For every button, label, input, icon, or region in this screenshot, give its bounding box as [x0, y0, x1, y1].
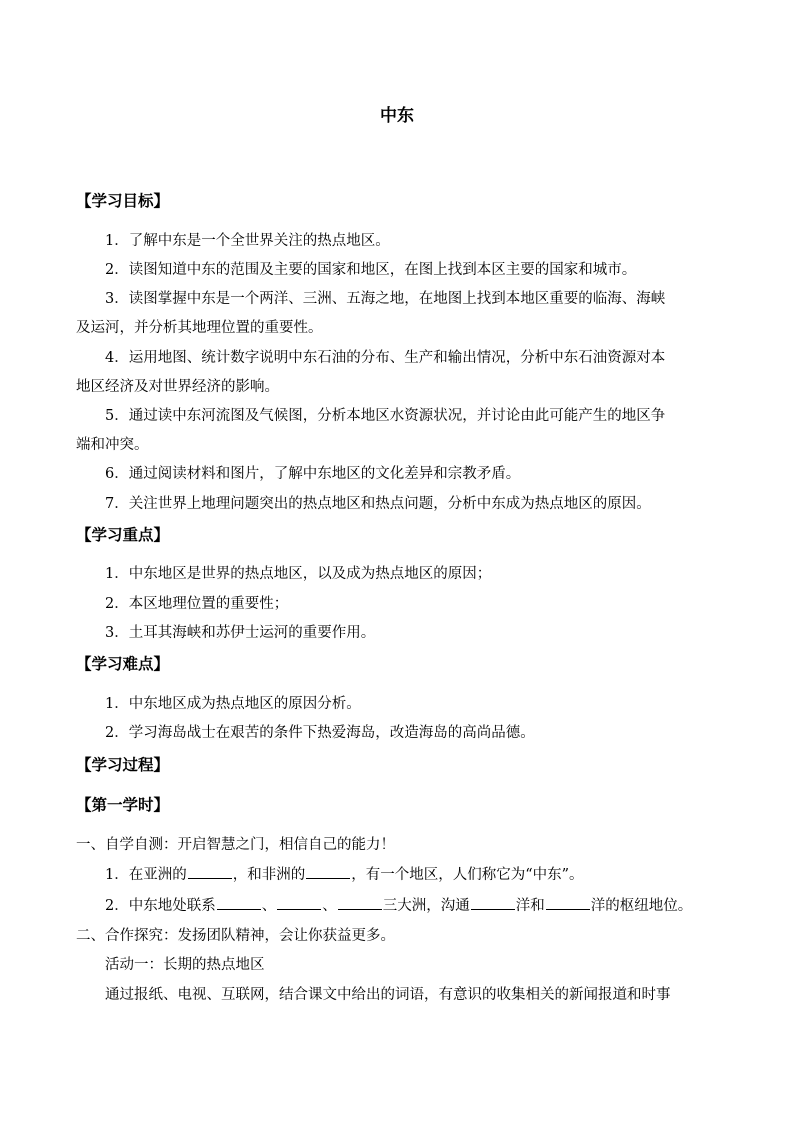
answer-blank[interactable] — [277, 895, 321, 910]
question-text: ，有一个地区，人们称它为“中东”。 — [351, 867, 584, 883]
objective-item-continued: 端和冲突。 — [76, 437, 149, 453]
objective-item: 2．读图知道中东的范围及主要的国家和地区，在图上找到本区主要的国家和城市。 — [105, 262, 637, 278]
question-text: 洋的枢纽地位。 — [590, 898, 693, 914]
section-heading-objectives: 【学习目标】 — [76, 191, 170, 210]
section-heading-process: 【学习过程】 — [76, 755, 170, 774]
section-heading-key-points: 【学习重点】 — [76, 525, 170, 544]
section-heading-difficulties: 【学习难点】 — [76, 654, 170, 673]
activity-title: 活动一：长期的热点地区 — [105, 957, 265, 973]
objective-item-continued: 及运河，并分析其地理位置的重要性。 — [76, 320, 323, 336]
objective-item: 7．关注世界上地理问题突出的热点地区和热点问题，分析中东成为热点地区的原因。 — [105, 496, 651, 512]
part2-heading: 二、合作探究：发扬团队精神，会让你获益更多。 — [76, 928, 395, 944]
page-title: 中东 — [380, 106, 414, 126]
question-text: 、 — [261, 898, 277, 914]
objective-item: 4．运用地图、统计数字说明中东石油的分布、生产和输出情况，分析中东石油资源对本 — [105, 350, 666, 366]
objective-item: 1．了解中东是一个全世界关注的热点地区。 — [105, 233, 390, 249]
answer-blank[interactable] — [471, 895, 515, 910]
answer-blank[interactable] — [306, 864, 350, 879]
key-point-item: 1．中东地区是世界的热点地区，以及成为热点地区的原因； — [105, 566, 492, 582]
section-heading-first-lesson: 【第一学时】 — [76, 795, 170, 814]
question-text: 、 — [322, 898, 337, 914]
question-text: 1．在亚洲的 — [105, 867, 187, 883]
activity-text: 通过报纸、电视、互联网，结合课文中给出的词语，有意识的收集相关的新闻报道和时事 — [105, 987, 671, 1003]
objective-item: 6．通过阅读材料和图片，了解中东地区的文化差异和宗教矛盾。 — [105, 466, 521, 482]
key-point-item: 2．本区地理位置的重要性； — [105, 596, 289, 612]
question-text: ，和非洲的 — [232, 867, 306, 883]
answer-blank[interactable] — [188, 864, 232, 879]
answer-blank[interactable] — [546, 895, 590, 910]
difficulty-item: 1．中东地区成为热点地区的原因分析。 — [105, 696, 361, 712]
answer-blank[interactable] — [217, 895, 261, 910]
fill-question-1 — [105, 864, 794, 886]
objective-item-continued: 地区经济及对世界经济的影响。 — [76, 379, 279, 395]
answer-blank[interactable] — [338, 895, 382, 910]
key-point-item: 3．土耳其海峡和苏伊士运河的重要作用。 — [105, 625, 376, 641]
question-text: 洋和 — [515, 898, 545, 914]
objective-item: 5．通过读中东河流图及气候图，分析本地区水资源状况，并讨论由此可能产生的地区争 — [105, 408, 666, 424]
difficulty-item: 2．学习海岛战士在艰苦的条件下热爱海岛，改造海岛的高尚品德。 — [105, 725, 535, 741]
question-text: 三大洲，沟通 — [382, 898, 470, 914]
objective-item: 3．读图掌握中东是一个两洋、三洲、五海之地，在地图上找到本地区重要的临海、海峡 — [105, 291, 666, 307]
question-text: 2．中东地处联系 — [105, 898, 216, 914]
fill-question-2 — [105, 895, 794, 917]
part1-heading: 一、自学自测：开启智慧之门，相信自己的能力！ — [76, 837, 395, 853]
